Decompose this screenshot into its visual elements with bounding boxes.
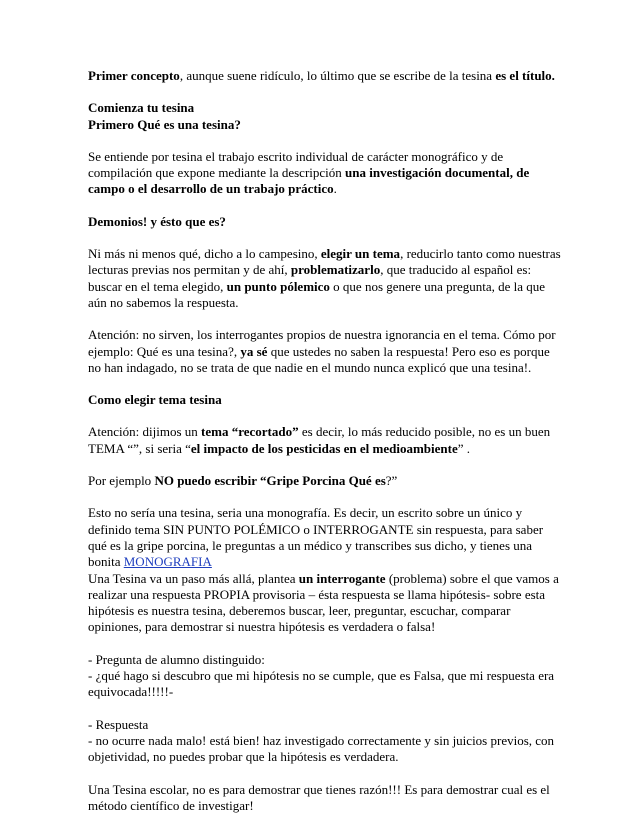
bold-text: ya sé bbox=[240, 343, 268, 359]
bold-text: problematizarlo bbox=[290, 262, 381, 278]
text: Una Tesina escolar, no es para demostrar que tienes razón!!! Es para demostrar cual es el método científico de investigar! bbox=[88, 781, 550, 813]
bold-text: es el título. bbox=[495, 68, 555, 83]
text: . bbox=[333, 181, 337, 197]
bold-text: el impacto de los pesticidas en el medioambiente bbox=[190, 440, 458, 456]
heading-comienza: Comienza tu tesina bbox=[88, 100, 195, 116]
bold-text: tema “recortado” bbox=[201, 424, 299, 440]
bold-text: Primer concepto bbox=[88, 68, 180, 83]
heading-como-elegir: Como elegir tema tesina bbox=[88, 392, 222, 408]
text: Se entiende por tesina el trabajo escrito individual de carácter monográfico y de compilación que expone mediante la descripción bbox=[88, 148, 504, 181]
paragraph-como-elegir bbox=[88, 392, 563, 408]
text: - ¿qué hago si descubro que mi hipótesis no se cumple, que es Falsa, que mi respuesta era equivocada!!!!!- bbox=[88, 668, 555, 700]
text: , reducirlo tanto como nuestras lecturas previas nos permitan y de ahí, bbox=[88, 246, 561, 278]
text: Atención: dijimos un bbox=[88, 424, 202, 440]
paragraph-conclusion bbox=[88, 782, 563, 815]
paragraph-definicion bbox=[88, 149, 563, 198]
text: - Respuesta bbox=[88, 716, 149, 732]
text: - no ocurre nada malo! está bien! haz investigado correctamente y sin juicios previos, con objetividad, no puedes probar que la hipótesis es verdadera. bbox=[88, 732, 555, 765]
text: o que nos genere una pregunta, de la que aún no sabemos la respuesta. bbox=[88, 278, 546, 310]
paragraph-pregunta bbox=[88, 652, 563, 701]
paragraph-demonios bbox=[88, 214, 563, 230]
text: ” . bbox=[457, 440, 471, 456]
bold-text: una investigación documental, de campo o el desarrollo de un trabajo práctico bbox=[88, 165, 530, 197]
monografia-link[interactable]: MONOGRAFIA bbox=[123, 554, 212, 570]
text: que ustedes no saben la respuesta! Pero eso es porque no han indagado, no se trata de que nadie en el mundo nunca explicó que una tesina!. bbox=[88, 343, 550, 375]
bold-text: un punto pólemico bbox=[226, 278, 330, 294]
text: ?” bbox=[385, 473, 398, 489]
heading-que-es-tesina: Primero Qué es una tesina? bbox=[88, 116, 241, 132]
text: Atención: no sirven, los interrogantes propios de nuestra ignorancia en el tema. Cómo por ejemplo: Qué es una tesina?, bbox=[88, 327, 556, 359]
text: es decir, lo más reducido posible, no es un buen TEMA “”, si seria “ bbox=[88, 424, 551, 456]
bold-text: elegir un tema bbox=[320, 246, 401, 262]
text: Una Tesina va un paso más allá, plantea bbox=[88, 570, 299, 586]
heading-demonios: Demonios! y ésto que es? bbox=[88, 213, 226, 229]
paragraph-primer-concepto bbox=[88, 68, 563, 84]
text: Esto no sería una tesina, seria una monografía. Es decir, un escrito sobre un único y definido tema SIN PUNTO POLÉMICO o INTERROGANTE sin respuesta, para saber qué es la gripe porcina, le preguntas a un médico y transcribes sus dicho, y tienes una bonita bbox=[88, 505, 544, 570]
text: , aunque suene ridículo, lo último que se escribe de la tesina bbox=[179, 68, 496, 83]
text: , que traducido al español es: buscar en el tema elegido, bbox=[88, 262, 532, 294]
text: (problema) sobre el que vamos a realizar una respuesta PROPIA provisoria – ésta respuesta se llama hipótesis- sobre esta hipótesis es nuestra tesina, deberemos buscar, leer, preguntar, escuchar, comparar opiniones, para demostrar si nuestra hipótesis es verdadera o falsa! bbox=[88, 570, 559, 635]
text: - Pregunta de alumno distinguido: bbox=[88, 651, 265, 667]
paragraph-atencion-1 bbox=[88, 327, 563, 376]
text: Ni más ni menos qué, dicho a lo campesino, bbox=[88, 246, 321, 262]
document-body bbox=[88, 68, 563, 830]
bold-text: NO puedo escribir “Gripe Porcina Qué es bbox=[154, 473, 386, 489]
text: Por ejemplo bbox=[88, 473, 155, 489]
paragraph-ejemplo bbox=[88, 473, 563, 489]
paragraph-elegir-tema bbox=[88, 246, 563, 311]
bold-text: un interrogante bbox=[298, 570, 386, 586]
paragraph-monografia bbox=[88, 505, 563, 635]
paragraph-atencion-2 bbox=[88, 424, 563, 457]
paragraph-headings bbox=[88, 100, 563, 133]
paragraph-respuesta bbox=[88, 717, 563, 766]
